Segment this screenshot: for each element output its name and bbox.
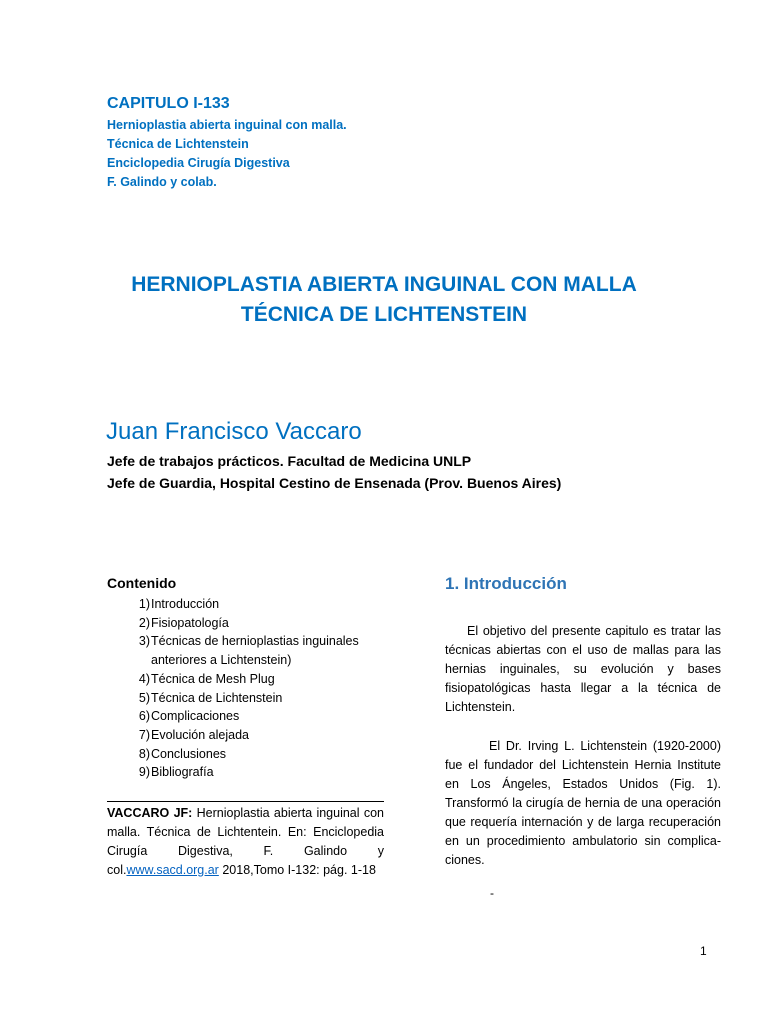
toc-label: Técnicas de hernioplastias inguinales anteriores a Lichtenstein) (151, 634, 359, 668)
toc-number: 5) (138, 690, 150, 705)
document-header (107, 94, 347, 192)
toc-number: 1) (138, 597, 150, 611)
toc-label: Técnica de Lichtenstein (151, 690, 283, 705)
title-line-2: TÉCNICA DE LICHTENSTEIN (240, 303, 528, 326)
citation-author: VACCARO JF: (107, 806, 193, 820)
toc-item (107, 595, 392, 614)
page-number: 1 (700, 944, 707, 958)
toc-item (107, 689, 392, 708)
intro-paragraph-2: El Dr. Irving L. Lichtenstein (1920-2000) fue el fundador del Lichtenstein Hernia Institute en Los Ángeles, Estados Unidos (Fig. 1). Transformó la cirugía de hernia de una operación que requería internación y de larga recuperación en un procedimiento ambulatorio sin complica-ciones. (445, 739, 721, 867)
title-line-1: HERNIOPLASTIA ABIERTA INGUINAL CON MALLA (131, 273, 637, 296)
stray-dash: - (490, 886, 494, 900)
toc-item (107, 670, 392, 689)
toc-label: Bibliografía (151, 765, 214, 780)
document-title (0, 270, 768, 330)
toc-number: 4) (138, 671, 150, 686)
intro-paragraph-1: El objetivo del presente capitulo es tratar las técnicas abiertas con el uso de mallas para las hernias inguinales, su evolución y bases fisiopatológicas hasta llegar a la técnica de Lichtenstein. (445, 624, 721, 714)
toc-item (107, 614, 392, 633)
header-line: Enciclopedia Cirugía Digestiva (107, 156, 290, 170)
toc-label: Complicaciones (151, 709, 240, 724)
toc-item (107, 745, 392, 764)
header-line: Técnica de Lichtenstein (107, 137, 249, 151)
toc-number: 7) (138, 727, 150, 742)
affiliation-1: Jefe de trabajos prácticos. Facultad de Medicina UNLP (107, 453, 472, 469)
toc-label: Fisiopatología (151, 615, 229, 630)
section-heading: 1. Introducción (445, 574, 567, 593)
toc-label: Conclusiones (151, 746, 227, 761)
author-name: Juan Francisco Vaccaro (106, 418, 362, 445)
chapter-label: CAPITULO I-133 (107, 95, 230, 112)
table-of-contents (107, 573, 392, 782)
affiliation-2: Jefe de Guardia, Hospital Cestino de Ensenada (Prov. Buenos Aires) (107, 475, 562, 491)
citation-divider (107, 801, 384, 802)
toc-label: Técnica de Mesh Plug (151, 671, 275, 686)
toc-item (107, 763, 392, 782)
toc-label: Introducción (151, 597, 220, 611)
header-line: Hernioplastia abierta inguinal con malla. (107, 118, 347, 132)
toc-item (107, 632, 392, 669)
toc-number: 6) (138, 709, 150, 724)
toc-number: 8) (138, 746, 150, 761)
toc-heading: Contenido (107, 575, 177, 591)
header-line: F. Galindo y colab. (107, 175, 217, 189)
citation-text: Hernioplastia abierta inguinal con malla. Técnica de Lichtentein. En: Enciclopedia Cirugía Digestiva, F. Galindo y col. (107, 806, 385, 877)
citation (107, 804, 384, 880)
toc-item (107, 707, 392, 726)
toc-item (107, 726, 392, 745)
citation-link[interactable]: www.sacd.org.ar (126, 863, 219, 877)
toc-label: Evolución alejada (151, 727, 249, 742)
toc-number: 3) (138, 634, 150, 649)
author-affiliations (107, 450, 561, 494)
toc-number: 9) (138, 765, 150, 780)
citation-text-end: 2018,Tomo I-132: pág. 1-18 (218, 863, 376, 877)
toc-number: 2) (138, 615, 150, 630)
